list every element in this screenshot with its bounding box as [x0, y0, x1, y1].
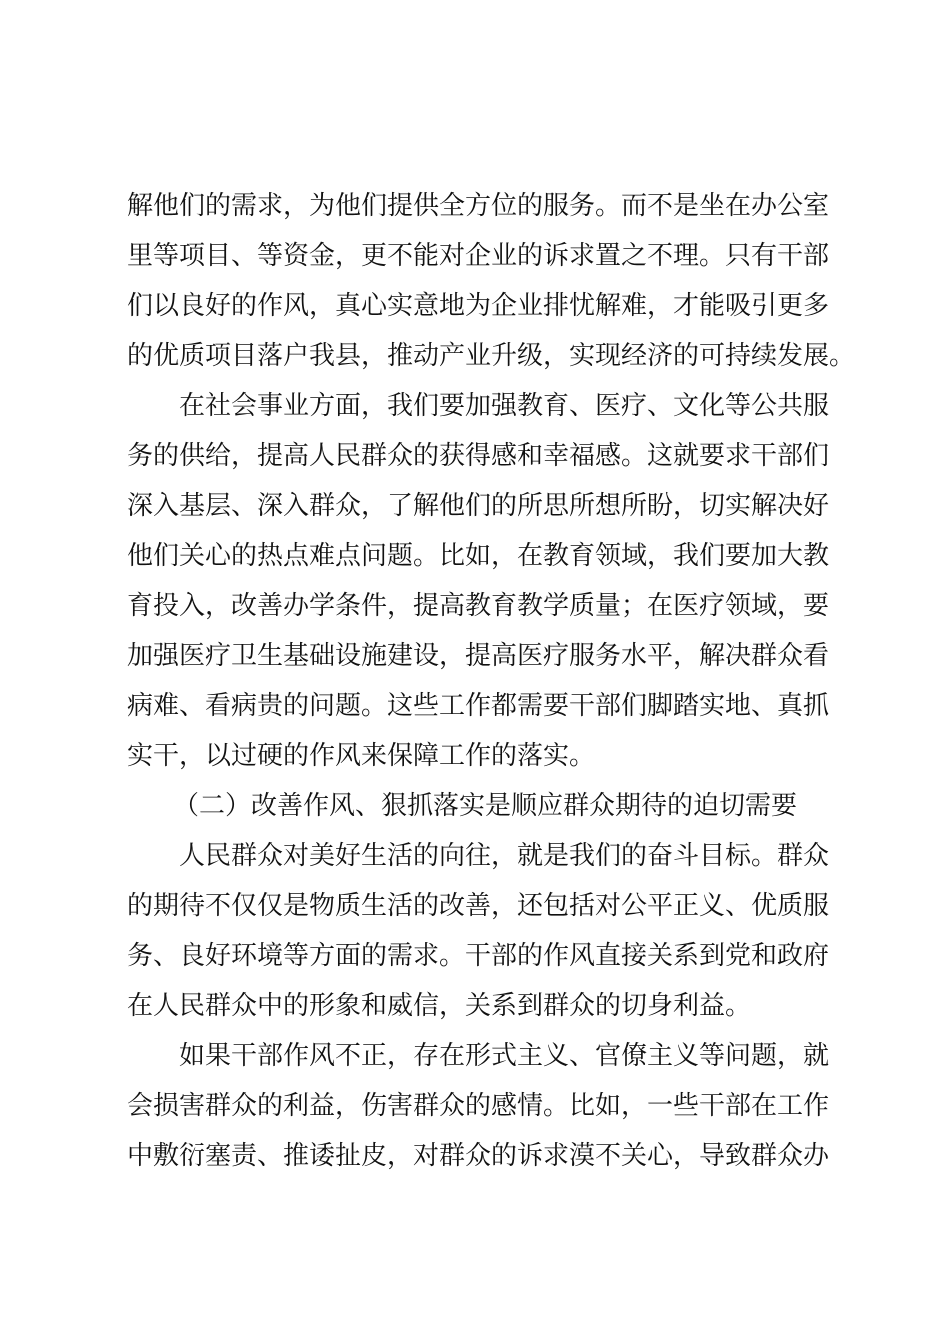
text-line: 务的供给，提高人民群众的获得感和幸福感。这就要求干部们: [127, 441, 830, 471]
text-line: 们以良好的作风，真心实意地为企业排忧解难，才能吸引更多: [127, 291, 830, 321]
paragraph-start-line: 如果干部作风不正，存在形式主义、官僚主义等问题，就: [179, 1041, 830, 1071]
text-line: 的期待不仅仅是物质生活的改善，还包括对公平正义、优质服: [127, 891, 830, 921]
text-line: 加强医疗卫生基础设施建设，提高医疗服务水平，解决群众看: [127, 641, 830, 671]
paragraph-start-line: 在社会事业方面，我们要加强教育、医疗、文化等公共服: [179, 391, 830, 421]
text-line: 在人民群众中的形象和威信，关系到群众的切身利益。: [127, 991, 752, 1021]
text-line: 解他们的需求，为他们提供全方位的服务。而不是坐在办公室: [127, 191, 830, 221]
text-line: 实干，以过硬的作风来保障工作的落实。: [127, 741, 596, 771]
text-line: 深入基层、深入群众，了解他们的所思所想所盼，切实解决好: [127, 491, 830, 521]
text-line: 他们关心的热点难点问题。比如，在教育领域，我们要加大教: [127, 541, 830, 571]
text-line: 务、良好环境等方面的需求。干部的作风直接关系到党和政府: [127, 941, 830, 971]
paragraph-start-line: 人民群众对美好生活的向往，就是我们的奋斗目标。群众: [179, 841, 830, 871]
text-line: 中敷衍塞责、推诿扯皮，对群众的诉求漠不关心，导致群众办: [127, 1141, 830, 1171]
section-heading: （二）改善作风、狠抓落实是顺应群众期待的迫切需要: [173, 791, 798, 821]
text-line: 病难、看病贵的问题。这些工作都需要干部们脚踏实地、真抓: [127, 691, 830, 721]
text-line: 的优质项目落户我县，推动产业升级，实现经济的可持续发展。: [127, 341, 856, 371]
text-line: 育投入，改善办学条件，提高教育教学质量；在医疗领域，要: [127, 591, 830, 621]
text-line: 里等项目、等资金，更不能对企业的诉求置之不理。只有干部: [127, 241, 830, 271]
text-line: 会损害群众的利益，伤害群众的感情。比如，一些干部在工作: [127, 1091, 830, 1121]
